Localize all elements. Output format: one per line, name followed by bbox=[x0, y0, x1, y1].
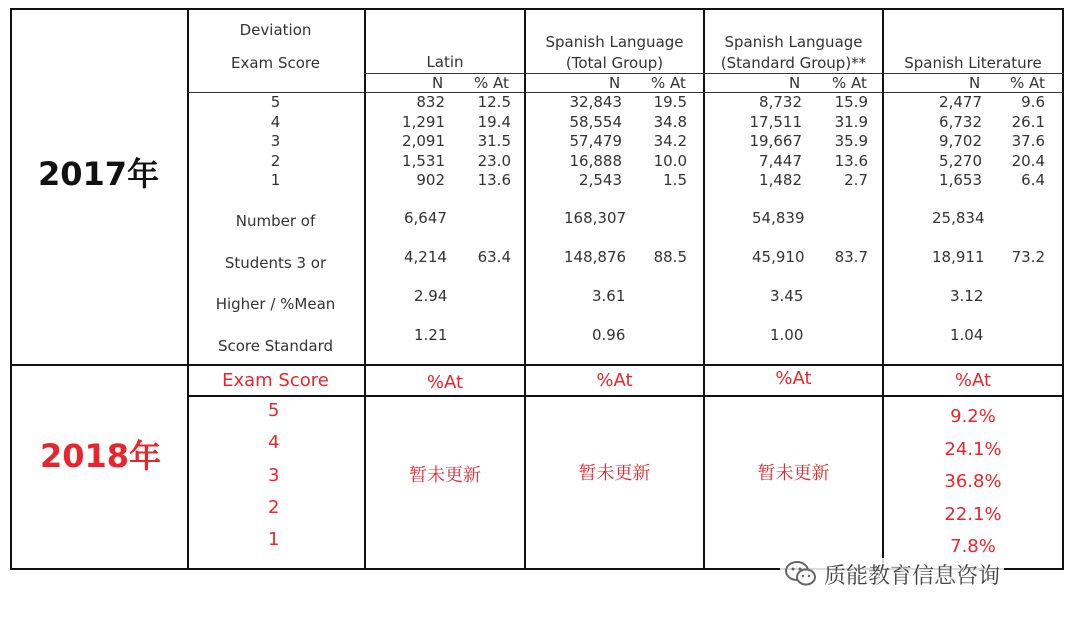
header-underline-bottom bbox=[187, 92, 1064, 93]
summary-cell-value: 1.21 bbox=[414, 326, 448, 344]
course-spanish-standard-title: Spanish Language bbox=[724, 33, 863, 51]
cell-pct: 31.5 bbox=[477, 132, 511, 150]
cell-n: 2,477 bbox=[939, 93, 982, 111]
summary-cell-pct: 73.2 bbox=[1011, 248, 1045, 266]
pending-spanish-total: 暂未更新 bbox=[578, 463, 651, 484]
lit-percent-2018: 22.1% bbox=[944, 504, 1002, 525]
row-divider-2018-header bbox=[187, 395, 1064, 397]
cell-n: 58,554 bbox=[569, 112, 622, 131]
cell-pct: 15.9 bbox=[834, 93, 868, 111]
score-2018: 1 bbox=[268, 529, 280, 550]
course-spanish-standard-subtitle: (Standard Group)** bbox=[720, 54, 867, 72]
score-label: 1 bbox=[270, 171, 281, 189]
cell-n: 1,291 bbox=[402, 112, 445, 131]
lit-percent-2018: 9.2% bbox=[950, 406, 996, 427]
summary-cell-value: 3.45 bbox=[770, 287, 804, 305]
header-2018-pct-spanish-lit: %At bbox=[954, 370, 992, 391]
header-deviation: Deviation bbox=[239, 21, 312, 39]
cell-pct: 1.5 bbox=[663, 171, 687, 189]
cell-n: 7,447 bbox=[759, 151, 802, 170]
cell-pct: 34.2 bbox=[653, 132, 687, 150]
cell-n: 1,482 bbox=[759, 171, 802, 189]
cell-pct: 23.0 bbox=[477, 151, 511, 170]
watermark bbox=[780, 558, 1004, 590]
cell-pct: 35.9 bbox=[834, 132, 868, 150]
cell-pct: 19.4 bbox=[477, 112, 511, 131]
wechat-icon bbox=[784, 560, 818, 588]
year-2017-label: 2017年 bbox=[38, 155, 160, 193]
summary-cell-pct: 63.4 bbox=[477, 248, 511, 266]
header-2018-pct-spanish-standard: %At bbox=[775, 368, 812, 389]
summary-cell-value: 168,307 bbox=[564, 209, 627, 227]
cell-n: 6,732 bbox=[939, 112, 982, 131]
subheader-pct: % At bbox=[832, 74, 867, 92]
score-label: 3 bbox=[270, 132, 281, 150]
summary-label: Students 3 or bbox=[224, 254, 327, 272]
cell-pct: 34.8 bbox=[653, 112, 687, 131]
summary-cell-value: 3.61 bbox=[592, 287, 626, 305]
cell-n: 1,653 bbox=[939, 171, 982, 189]
cell-pct: 26.1 bbox=[1011, 112, 1045, 131]
section-divider bbox=[10, 364, 1064, 366]
course-spanish-lit-title: Spanish Literature bbox=[904, 54, 1042, 72]
course-latin-title: Latin bbox=[426, 53, 464, 71]
course-spanish-total-subtitle: (Total Group) bbox=[565, 54, 664, 72]
pending-latin: 暂未更新 bbox=[409, 465, 481, 486]
cell-n: 19,667 bbox=[749, 132, 802, 150]
lit-percent-2018: 36.8% bbox=[944, 471, 1002, 492]
summary-cell-value: 2.94 bbox=[414, 287, 448, 305]
table-top-border bbox=[10, 8, 1064, 10]
score-2018: 5 bbox=[268, 400, 280, 421]
cell-pct: 13.6 bbox=[834, 151, 868, 170]
cell-pct: 37.6 bbox=[1011, 132, 1045, 150]
cell-n: 1,531 bbox=[402, 151, 445, 170]
summary-cell-value: 1.04 bbox=[950, 326, 984, 344]
summary-cell-value: 1.00 bbox=[770, 326, 804, 344]
year-2018-label: 2018年 bbox=[40, 437, 162, 475]
cell-n: 16,888 bbox=[569, 151, 622, 170]
score-2018: 3 bbox=[268, 465, 280, 486]
score-label: 5 bbox=[270, 93, 281, 111]
cell-n: 2,543 bbox=[579, 171, 622, 189]
summary-cell-pct: 83.7 bbox=[834, 248, 868, 266]
header-underline-top bbox=[364, 73, 1064, 74]
cell-n: 832 bbox=[416, 93, 445, 111]
subheader-pct: % At bbox=[651, 74, 686, 92]
cell-pct: 12.5 bbox=[477, 93, 511, 111]
subheader-n: N bbox=[789, 74, 801, 92]
subheader-n: N bbox=[609, 74, 621, 92]
summary-label: Number of bbox=[235, 212, 316, 230]
summary-label: Score Standard bbox=[217, 337, 334, 355]
cell-pct: 20.4 bbox=[1011, 151, 1045, 170]
cell-n: 17,511 bbox=[749, 112, 802, 131]
cell-n: 902 bbox=[416, 171, 445, 189]
course-spanish-total-title: Spanish Language bbox=[545, 33, 684, 51]
header-2018-pct-latin: %At bbox=[426, 372, 464, 393]
header-2018-exam-score: Exam Score bbox=[222, 370, 329, 391]
cell-pct: 19.5 bbox=[653, 93, 687, 111]
cell-n: 5,270 bbox=[939, 151, 982, 170]
cell-pct: 10.0 bbox=[653, 151, 687, 170]
header-exam-score: Exam Score bbox=[231, 54, 320, 72]
cell-pct: 6.4 bbox=[1021, 171, 1045, 189]
subheader-n: N bbox=[969, 74, 981, 92]
cell-n: 57,479 bbox=[569, 132, 622, 150]
summary-cell-value: 6,647 bbox=[404, 209, 447, 227]
summary-cell-value: 18,911 bbox=[932, 248, 985, 266]
cell-pct: 31.9 bbox=[834, 112, 868, 131]
summary-cell-value: 25,834 bbox=[932, 209, 985, 227]
cell-pct: 9.6 bbox=[1021, 93, 1045, 111]
summary-label: Higher / %Mean bbox=[215, 295, 336, 313]
score-2018: 2 bbox=[268, 497, 280, 518]
lit-percent-2018: 24.1% bbox=[944, 439, 1002, 460]
subheader-pct: % At bbox=[1010, 74, 1045, 92]
subheader-pct: % At bbox=[474, 74, 509, 92]
score-2018: 4 bbox=[268, 432, 280, 453]
cell-pct: 13.6 bbox=[477, 171, 511, 189]
summary-cell-value: 54,839 bbox=[752, 209, 805, 227]
score-label: 4 bbox=[270, 112, 281, 131]
table-left-border bbox=[10, 8, 12, 570]
summary-cell-value: 4,214 bbox=[404, 248, 447, 266]
summary-cell-value: 45,910 bbox=[752, 248, 805, 266]
summary-cell-pct: 88.5 bbox=[653, 248, 687, 266]
score-label: 2 bbox=[270, 151, 281, 170]
cell-n: 9,702 bbox=[939, 132, 982, 150]
summary-cell-value: 148,876 bbox=[564, 248, 627, 266]
header-2018-pct-spanish-total: %At bbox=[596, 370, 633, 391]
cell-n: 2,091 bbox=[402, 132, 445, 150]
pending-spanish-standard: 暂未更新 bbox=[757, 463, 830, 484]
cell-n: 32,843 bbox=[569, 93, 622, 111]
cell-pct: 2.7 bbox=[844, 171, 868, 189]
lit-percent-2018: 7.8% bbox=[950, 536, 996, 557]
watermark-text: 质能教育信息咨询 bbox=[824, 563, 1001, 589]
cell-n: 8,732 bbox=[759, 93, 802, 111]
summary-cell-value: 0.96 bbox=[592, 326, 626, 344]
subheader-n: N bbox=[432, 74, 444, 92]
summary-cell-value: 3.12 bbox=[950, 287, 984, 305]
